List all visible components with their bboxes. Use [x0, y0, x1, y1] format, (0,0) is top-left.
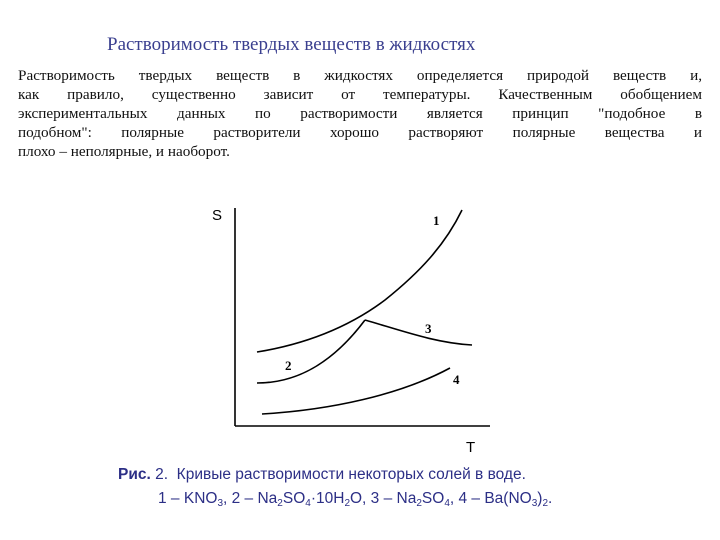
figure-label: Рис.: [118, 466, 151, 483]
x-axis-label: T: [466, 439, 476, 456]
paragraph-line: экспериментальных данных по растворимости является принцип "подобное в: [18, 105, 702, 122]
curve-label-2: 2: [285, 358, 292, 373]
y-axis-label: S: [212, 207, 223, 224]
figure-caption: [118, 463, 658, 511]
paragraph-line: как правило, существенно зависит от температуры. Качественным обобщением: [18, 86, 702, 103]
caption-legend: $1 - KNO_3$, $2 - Na_2SO_4\cdot 10H_2O$, $3 - Na_2SO_4$, $4 - Ba(NO_3)_2$.: [158, 490, 553, 509]
curve-label-3: 3: [425, 321, 432, 336]
curve-3: [365, 320, 472, 345]
slide-title: Растворимость твердых веществ в жидкостях: [107, 34, 476, 55]
figure-number: 2.: [155, 466, 169, 483]
curve-label-4: 4: [453, 372, 460, 387]
caption-text: Кривые растворимости некоторых солей в воде.: [176, 466, 526, 483]
paragraph-line: плохо – неполярные, и наоборот.: [18, 143, 230, 160]
curve-2: [257, 320, 365, 383]
curve-4: [262, 368, 450, 414]
paragraph-line: Растворимость твердых веществ в жидкостях определяется природой веществ и,: [18, 67, 702, 84]
curve-label-1: 1: [433, 213, 440, 228]
paragraph-line: подобном": полярные растворители хорошо растворяют полярные вещества и: [18, 124, 702, 141]
